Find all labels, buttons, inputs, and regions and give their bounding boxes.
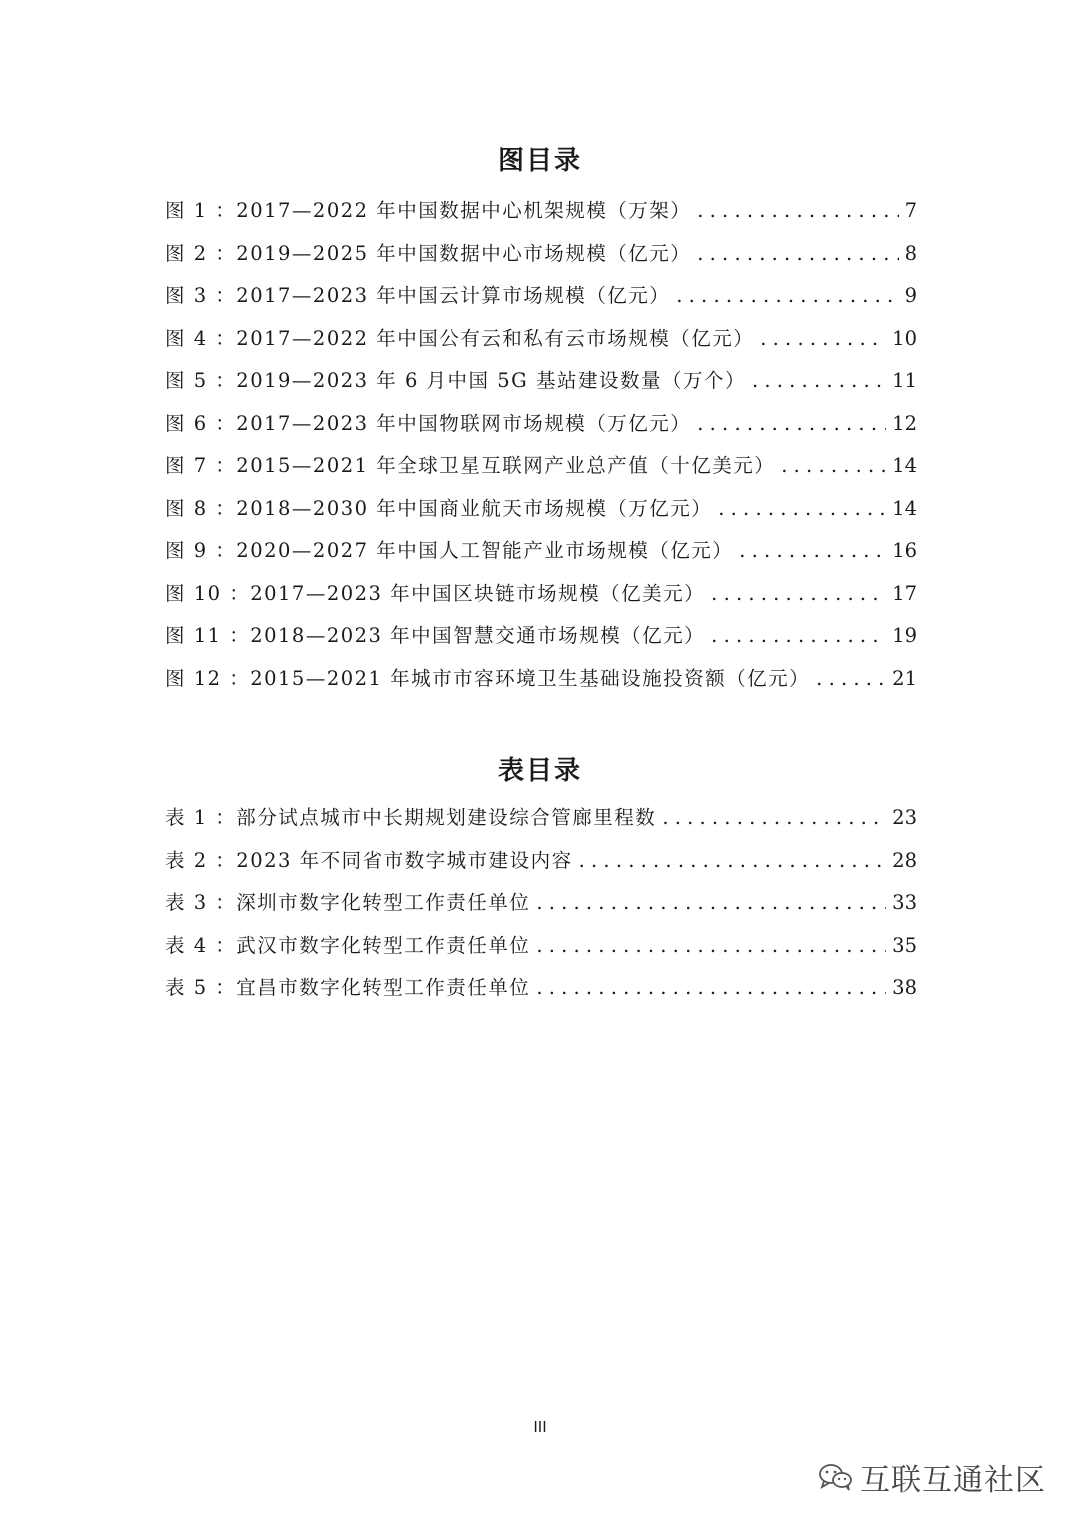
figure-entry-label: 图 4 ：2017—2022 年中国公有云和私有云市场规模（亿元） bbox=[165, 326, 755, 350]
dot-leader bbox=[662, 806, 886, 829]
figure-entry[interactable] bbox=[165, 493, 917, 536]
dot-leader bbox=[739, 539, 886, 562]
tables-list bbox=[165, 802, 917, 1015]
page-number: III bbox=[533, 1418, 547, 1436]
dot-leader bbox=[711, 624, 886, 647]
figure-entry-page: 8 bbox=[904, 241, 917, 265]
tables-title: 表目录 bbox=[497, 756, 582, 786]
dot-leader bbox=[781, 454, 886, 477]
figure-entry[interactable] bbox=[165, 408, 917, 451]
figure-entry-page: 17 bbox=[892, 581, 917, 605]
table-entry[interactable] bbox=[165, 972, 917, 1015]
figure-entry-label: 图 7 ：2015—2021 年全球卫星互联网产业总产值（十亿美元） bbox=[165, 454, 776, 477]
figure-entry[interactable] bbox=[165, 663, 917, 706]
dot-leader bbox=[697, 412, 886, 435]
figure-entry-page: 14 bbox=[892, 496, 917, 520]
figures-title: 图目录 bbox=[497, 146, 582, 176]
figure-entry-page: 7 bbox=[904, 199, 917, 222]
figure-entry[interactable] bbox=[165, 578, 917, 621]
table-entry-page: 23 bbox=[892, 806, 917, 829]
table-entry-label: 表 4 ：武汉市数字化转型工作责任单位 bbox=[165, 933, 531, 957]
dot-leader bbox=[579, 849, 887, 872]
table-entry-label: 表 5 ：宜昌市数字化转型工作责任单位 bbox=[165, 976, 531, 999]
figure-entry-label: 图 10 ：2017—2023 年中国区块链市场规模（亿美元） bbox=[165, 581, 706, 605]
figure-entry-label: 图 8 ：2018—2030 年中国商业航天市场规模（万亿元） bbox=[165, 496, 713, 520]
dot-leader bbox=[676, 284, 898, 307]
wechat-icon bbox=[818, 1462, 854, 1492]
dot-leader bbox=[816, 667, 886, 690]
watermark bbox=[818, 1455, 1046, 1499]
watermark-text: 互联互通社区 bbox=[860, 1463, 1046, 1498]
table-entry-label: 表 2 ：2023 年不同省市数字城市建设内容 bbox=[165, 848, 573, 872]
figure-entry[interactable] bbox=[165, 323, 917, 366]
figure-entry[interactable] bbox=[165, 195, 917, 238]
figure-entry-label: 图 1 ：2017—2022 年中国数据中心机架规模（万架） bbox=[165, 199, 692, 222]
dot-leader bbox=[536, 976, 886, 999]
figure-entry-label: 图 3 ：2017—2023 年中国云计算市场规模（亿元） bbox=[165, 284, 671, 307]
table-entry[interactable] bbox=[165, 887, 917, 930]
dot-leader bbox=[697, 242, 898, 265]
dot-leader bbox=[536, 934, 886, 957]
dot-leader bbox=[718, 497, 886, 520]
figure-entry-label: 图 12 ：2015—2021 年城市市容环境卫生基础设施投资额（亿元） bbox=[165, 666, 811, 690]
figure-entry[interactable] bbox=[165, 280, 917, 323]
figure-entry[interactable] bbox=[165, 620, 917, 663]
figure-entry-label: 图 6 ：2017—2023 年中国物联网市场规模（万亿元） bbox=[165, 411, 692, 435]
dot-leader bbox=[752, 369, 886, 392]
figure-entry-page: 16 bbox=[892, 539, 917, 562]
dot-leader bbox=[536, 891, 886, 914]
dot-leader bbox=[697, 199, 898, 222]
figure-entry-page: 21 bbox=[892, 666, 917, 690]
dot-leader bbox=[711, 582, 886, 605]
table-entry-label: 表 3 ：深圳市数字化转型工作责任单位 bbox=[165, 891, 531, 914]
table-entry-label: 表 1 ：部分试点城市中长期规划建设综合管廊里程数 bbox=[165, 806, 657, 829]
figures-list bbox=[165, 195, 917, 705]
figure-entry-page: 9 bbox=[904, 284, 917, 307]
figure-entry-label: 图 11 ：2018—2023 年中国智慧交通市场规模（亿元） bbox=[165, 624, 706, 647]
figure-entry-label: 图 9 ：2020—2027 年中国人工智能产业市场规模（亿元） bbox=[165, 539, 734, 562]
table-entry[interactable] bbox=[165, 930, 917, 973]
figure-entry-label: 图 5 ：2019—2023 年 6 月中国 5G 基站建设数量（万个） bbox=[165, 369, 746, 392]
figure-entry[interactable] bbox=[165, 535, 917, 578]
table-entry-page: 33 bbox=[892, 891, 917, 914]
table-entry[interactable] bbox=[165, 845, 917, 888]
figure-entry-page: 12 bbox=[892, 411, 917, 435]
figure-entry[interactable] bbox=[165, 238, 917, 281]
figure-entry-page: 11 bbox=[892, 369, 917, 392]
table-entry-page: 38 bbox=[892, 976, 917, 999]
figure-entry[interactable] bbox=[165, 365, 917, 408]
dot-leader bbox=[760, 327, 886, 350]
figure-entry-page: 14 bbox=[892, 454, 917, 477]
figure-entry[interactable] bbox=[165, 450, 917, 493]
table-entry[interactable] bbox=[165, 802, 917, 845]
table-entry-page: 35 bbox=[892, 933, 917, 957]
figure-entry-page: 10 bbox=[892, 326, 917, 350]
figure-entry-label: 图 2 ：2019—2025 年中国数据中心市场规模（亿元） bbox=[165, 241, 692, 265]
table-entry-page: 28 bbox=[892, 848, 917, 872]
figure-entry-page: 19 bbox=[892, 624, 917, 647]
